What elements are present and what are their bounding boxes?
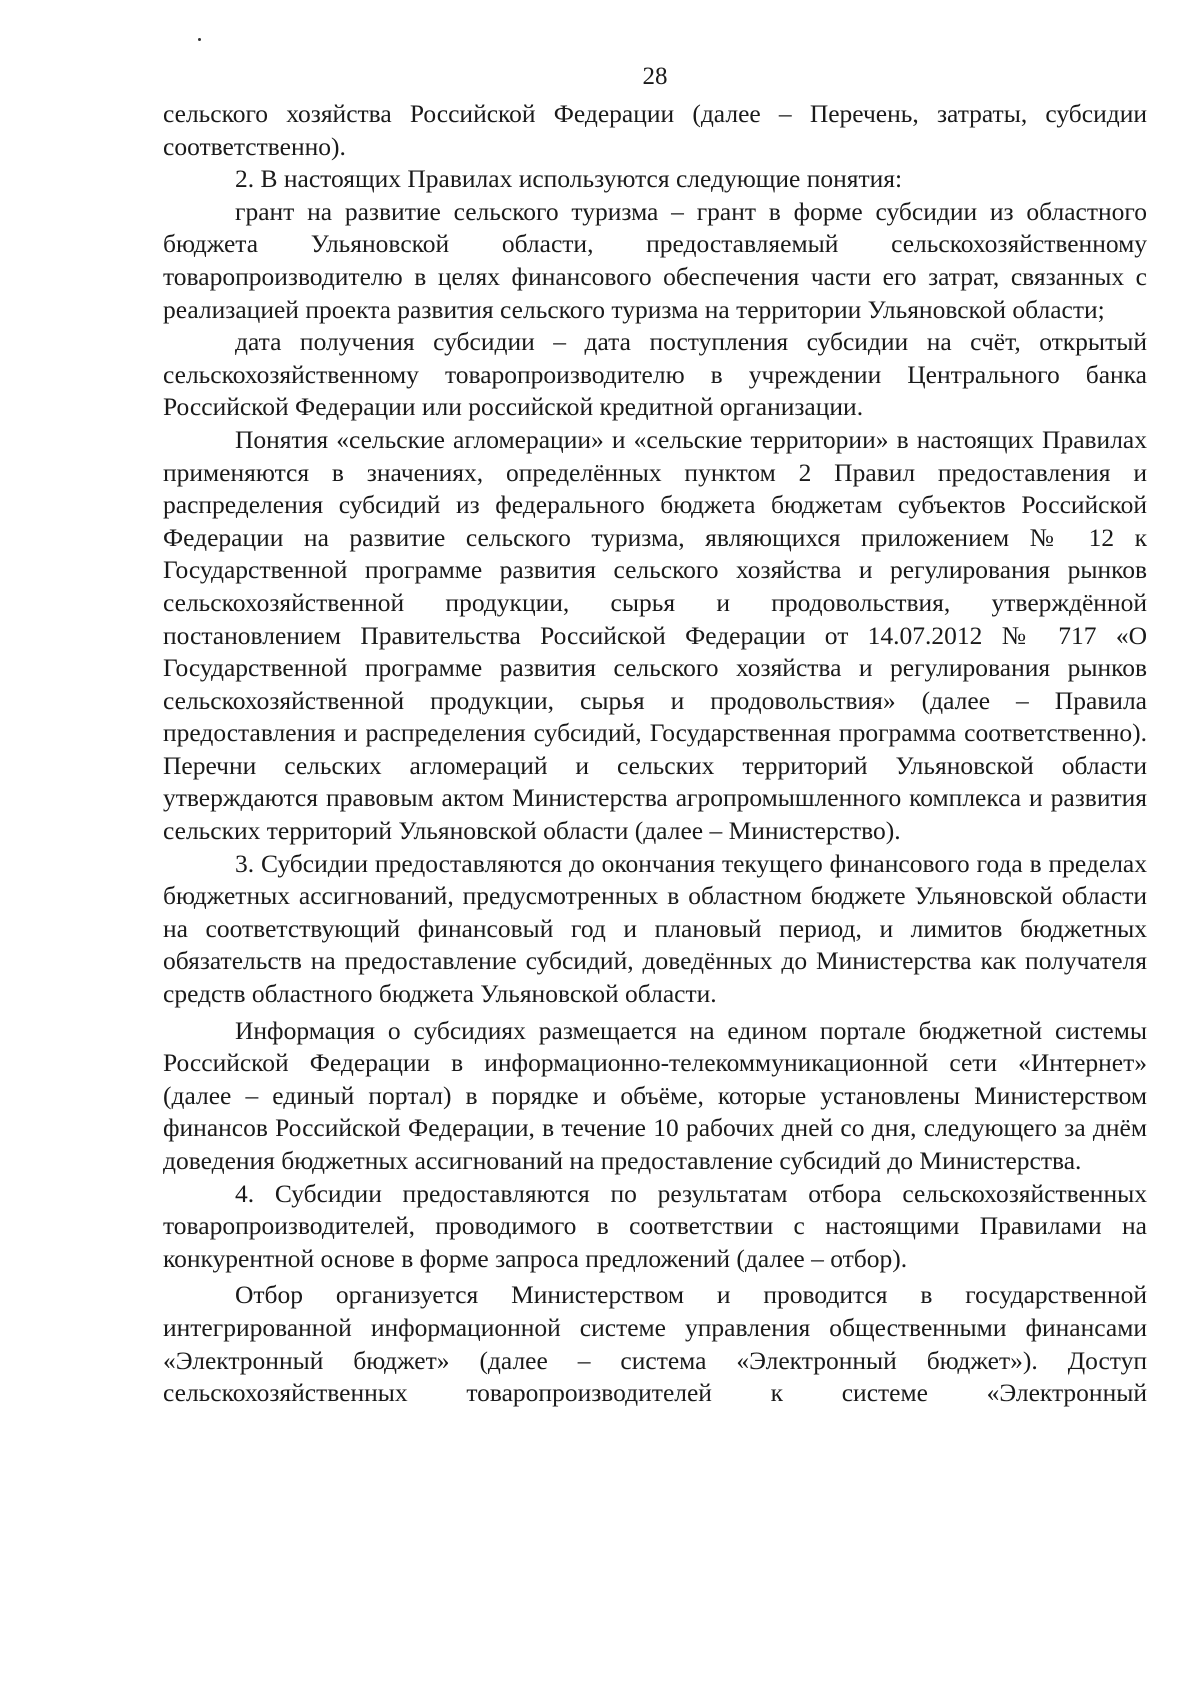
paragraph-item-4: 4. Субсидии предоставляются по результатам отбора сельскохозяйственных товаропроизводителей, проводимого в соответствии с настоящими Правилами на конкурентной основе в форме запроса предложений (далее – отбор). bbox=[163, 1178, 1147, 1273]
paragraph-item-2: 2. В настоящих Правилах используются следующие понятия: bbox=[235, 164, 903, 194]
paragraph-concepts: Понятия «сельские агломерации» и «сельские территории» в настоящих Правилах применяются в значениях, определённых пунктом 2 Правил предоставления и распределения субсидий из федерального бюджета бюджетам субъектов Российской Федерации на развитие сельского туризма, являющихся приложением № 12 к Государственной программе развития сельского хозяйства и регулирования рынков сельскохозяйственной продукции, сырья и продовольствия, утверждённой постановлением Правительства Российской Федерации от 14.07.2012 № 717 «О Государственной программе развития сельского хозяйства и регулирования рынков сельскохозяйственной продукции, сырья и продовольствия» (далее – Правила предоставления и распределения субсидий, Государственная программа соответственно). Перечни сельских агломераций и сельских территорий Ульяновской области утверждаются правовым актом Министерства агропромышленного комплекса и развития сельских территорий Ульяновской области (далее – Министерство). bbox=[163, 424, 1147, 846]
scan-artifact-dot bbox=[198, 38, 201, 41]
paragraph-definition-date: дата получения субсидии – дата поступления субсидии на счёт, открытый сельскохозяйственному товаропроизводителю в учреждении Центрального банка Российской Федерации или российской кредитной организации. bbox=[163, 327, 1147, 422]
paragraph-portal-info: Информация о субсидиях размещается на едином портале бюджетной системы Российской Федерации в информационно-телекоммуникационной сети «Интернет» (далее – единый портал) в порядке и объёме, которые установлены Министерством финансов Российской Федерации, в течение 10 рабочих дней со дня, следующего за днём доведения бюджетных ассигнований на предоставление субсидий до Министерства. bbox=[163, 1015, 1147, 1175]
page-number: 28 bbox=[642, 63, 668, 90]
paragraph-item-3: 3. Субсидии предоставляются до окончания текущего финансового года в пределах бюджетных ассигнований, предусмотренных в областном бюджете Ульяновской области на соответствующий финансовый год и плановый период, и лимитов бюджетных обязательств на предоставление субсидий, доведённых до Министерства как получателя средств областного бюджета Ульяновской области. bbox=[163, 848, 1147, 1009]
paragraph-definition-grant: грант на развитие сельского туризма – грант в форме субсидии из областного бюджета Ульяновской области, предоставляемый сельскохозяйственному товаропроизводителю в целях финансового обеспечения части его затрат, связанных с реализацией проекта развития сельского туризма на территории Ульяновской области; bbox=[163, 196, 1147, 324]
document-body bbox=[163, 98, 1147, 1410]
paragraph-continuation: сельского хозяйства Российской Федерации (далее – Перечень, затраты, субсидии соответственно). bbox=[163, 99, 1147, 161]
paragraph-selection: Отбор организуется Министерством и проводится в государственной интегрированной информационной системе управления общественными финансами «Электронный бюджет» (далее – система «Электронный бюджет»). Доступ сельскохозяйственных товаропроизводителей к системе «Электронный bbox=[163, 1280, 1147, 1408]
